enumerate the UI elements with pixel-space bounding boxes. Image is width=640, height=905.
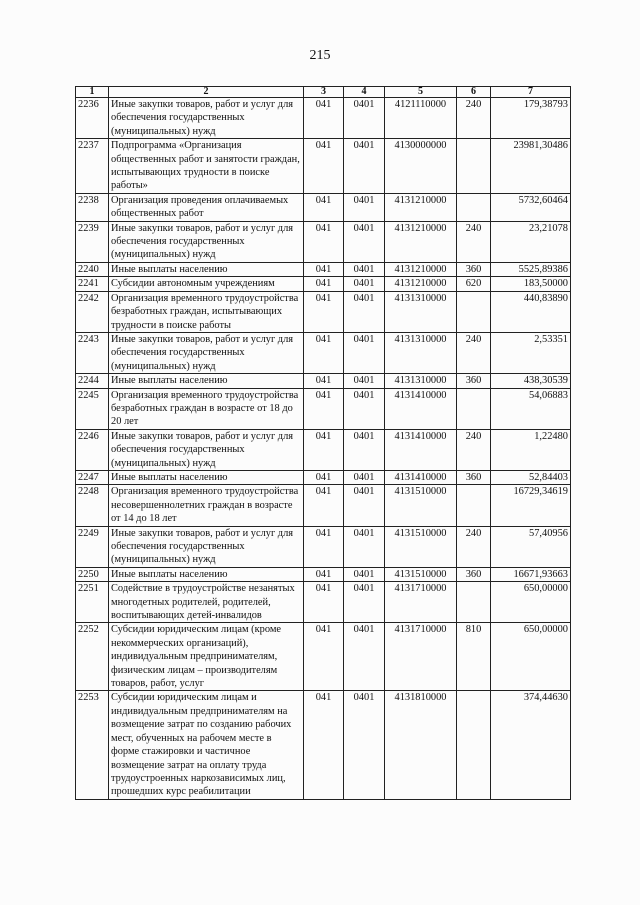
table-row — [76, 221, 571, 262]
table-row — [76, 98, 571, 139]
row-number: 2236 — [76, 98, 109, 139]
row-section-code: 0401 — [344, 582, 385, 623]
row-section-code: 0401 — [344, 470, 385, 484]
row-group-code: 041 — [304, 567, 344, 581]
table-row — [76, 374, 571, 388]
row-target-code: 4131410000 — [385, 429, 457, 470]
row-amount: 23981,30486 — [491, 139, 571, 194]
row-expense-type — [457, 691, 491, 799]
row-section-code: 0401 — [344, 485, 385, 526]
row-name: Содействие в трудоустройстве незанятых многодетных родителей, родителей, воспитывающих детей-инвалидов — [109, 582, 304, 623]
row-group-code: 041 — [304, 582, 344, 623]
row-number: 2248 — [76, 485, 109, 526]
row-section-code: 0401 — [344, 193, 385, 221]
budget-table — [75, 86, 571, 800]
row-amount: 5732,60464 — [491, 193, 571, 221]
row-group-code: 041 — [304, 221, 344, 262]
row-target-code: 4131710000 — [385, 623, 457, 691]
row-target-code: 4131510000 — [385, 526, 457, 567]
row-name: Организация временного трудоустройства безработных граждан в возрасте от 18 до 20 лет — [109, 388, 304, 429]
row-target-code: 4131210000 — [385, 262, 457, 276]
row-section-code: 0401 — [344, 526, 385, 567]
column-header: 2 — [109, 87, 304, 98]
row-name: Подпрограмма «Организация общественных работ и занятости граждан, испытывающих трудности в поиске работы» — [109, 139, 304, 194]
row-expense-type: 240 — [457, 526, 491, 567]
row-amount: 650,00000 — [491, 582, 571, 623]
row-number: 2252 — [76, 623, 109, 691]
table-row — [76, 388, 571, 429]
row-target-code: 4131510000 — [385, 567, 457, 581]
row-expense-type: 360 — [457, 567, 491, 581]
row-target-code: 4130000000 — [385, 139, 457, 194]
row-amount: 440,83890 — [491, 291, 571, 332]
row-group-code: 041 — [304, 623, 344, 691]
table-body — [76, 98, 571, 800]
row-expense-type: 240 — [457, 98, 491, 139]
row-section-code: 0401 — [344, 98, 385, 139]
row-expense-type: 360 — [457, 470, 491, 484]
table-row — [76, 193, 571, 221]
row-amount: 179,38793 — [491, 98, 571, 139]
row-section-code: 0401 — [344, 221, 385, 262]
row-group-code: 041 — [304, 98, 344, 139]
row-target-code: 4131210000 — [385, 193, 457, 221]
row-name: Организация временного трудоустройства безработных граждан, испытывающих трудности в поиске работы — [109, 291, 304, 332]
column-header: 3 — [304, 87, 344, 98]
row-name: Субсидии юридическим лицам (кроме некоммерческих организаций), индивидуальным предпринимателям, физическим лицам – производителям товаров, работ, услуг — [109, 623, 304, 691]
row-amount: 1,22480 — [491, 429, 571, 470]
row-number: 2240 — [76, 262, 109, 276]
row-section-code: 0401 — [344, 567, 385, 581]
row-group-code: 041 — [304, 470, 344, 484]
row-name: Иные закупки товаров, работ и услуг для обеспечения государственных (муниципальных) нужд — [109, 429, 304, 470]
row-name: Иные выплаты населению — [109, 374, 304, 388]
column-header: 6 — [457, 87, 491, 98]
row-name: Субсидии юридическим лицам и индивидуальным предпринимателям на возмещение затрат по созданию рабочих мест, обученных на рабочем месте в форме стажировки и частичное возмещение затрат на оплату труда трудоустроенных наркозависимых лиц, прошедших курс реабилитации — [109, 691, 304, 799]
row-group-code: 041 — [304, 429, 344, 470]
row-amount: 52,84403 — [491, 470, 571, 484]
row-amount: 650,00000 — [491, 623, 571, 691]
row-target-code: 4131810000 — [385, 691, 457, 799]
row-group-code: 041 — [304, 374, 344, 388]
row-target-code: 4131510000 — [385, 485, 457, 526]
row-amount: 183,50000 — [491, 277, 571, 291]
row-name: Иные выплаты населению — [109, 262, 304, 276]
row-target-code: 4131310000 — [385, 332, 457, 373]
row-section-code: 0401 — [344, 139, 385, 194]
row-expense-type: 240 — [457, 429, 491, 470]
row-group-code: 041 — [304, 262, 344, 276]
row-amount: 16671,93663 — [491, 567, 571, 581]
row-name: Иные закупки товаров, работ и услуг для обеспечения государственных (муниципальных) нужд — [109, 221, 304, 262]
table-row — [76, 277, 571, 291]
row-amount: 438,30539 — [491, 374, 571, 388]
row-name: Иные закупки товаров, работ и услуг для обеспечения государственных (муниципальных) нужд — [109, 98, 304, 139]
row-number: 2243 — [76, 332, 109, 373]
row-group-code: 041 — [304, 277, 344, 291]
row-expense-type — [457, 291, 491, 332]
row-expense-type: 240 — [457, 332, 491, 373]
row-number: 2247 — [76, 470, 109, 484]
row-target-code: 4131710000 — [385, 582, 457, 623]
row-group-code: 041 — [304, 332, 344, 373]
row-name: Иные закупки товаров, работ и услуг для обеспечения государственных (муниципальных) нужд — [109, 332, 304, 373]
row-expense-type: 620 — [457, 277, 491, 291]
row-amount: 57,40956 — [491, 526, 571, 567]
row-amount: 374,44630 — [491, 691, 571, 799]
row-target-code: 4131410000 — [385, 470, 457, 484]
row-group-code: 041 — [304, 526, 344, 567]
column-header-row — [76, 87, 571, 98]
row-number: 2237 — [76, 139, 109, 194]
row-amount: 23,21078 — [491, 221, 571, 262]
row-amount: 54,06883 — [491, 388, 571, 429]
column-header: 5 — [385, 87, 457, 98]
table-row — [76, 332, 571, 373]
table-row — [76, 582, 571, 623]
table-row — [76, 526, 571, 567]
table-row — [76, 429, 571, 470]
row-section-code: 0401 — [344, 623, 385, 691]
table-row — [76, 139, 571, 194]
row-number: 2242 — [76, 291, 109, 332]
row-target-code: 4131310000 — [385, 374, 457, 388]
row-name: Иные закупки товаров, работ и услуг для обеспечения государственных (муниципальных) нужд — [109, 526, 304, 567]
row-number: 2244 — [76, 374, 109, 388]
row-amount: 16729,34619 — [491, 485, 571, 526]
row-group-code: 041 — [304, 193, 344, 221]
row-section-code: 0401 — [344, 291, 385, 332]
row-number: 2238 — [76, 193, 109, 221]
page-number: 215 — [309, 48, 331, 63]
row-number: 2251 — [76, 582, 109, 623]
column-header: 4 — [344, 87, 385, 98]
row-section-code: 0401 — [344, 691, 385, 799]
column-header: 1 — [76, 87, 109, 98]
row-target-code: 4131210000 — [385, 221, 457, 262]
row-name: Иные выплаты населению — [109, 470, 304, 484]
row-number: 2245 — [76, 388, 109, 429]
row-group-code: 041 — [304, 291, 344, 332]
row-section-code: 0401 — [344, 277, 385, 291]
table-row — [76, 262, 571, 276]
row-expense-type — [457, 485, 491, 526]
row-name: Организация временного трудоустройства несовершеннолетних граждан в возрасте от 14 до 18 лет — [109, 485, 304, 526]
row-amount: 2,53351 — [491, 332, 571, 373]
row-expense-type: 360 — [457, 374, 491, 388]
row-name: Субсидии автономным учреждениям — [109, 277, 304, 291]
row-expense-type — [457, 193, 491, 221]
row-section-code: 0401 — [344, 374, 385, 388]
row-section-code: 0401 — [344, 332, 385, 373]
row-amount: 5525,89386 — [491, 262, 571, 276]
row-name: Иные выплаты населению — [109, 567, 304, 581]
row-target-code: 4121110000 — [385, 98, 457, 139]
row-expense-type — [457, 139, 491, 194]
row-expense-type: 240 — [457, 221, 491, 262]
row-group-code: 041 — [304, 388, 344, 429]
row-expense-type — [457, 582, 491, 623]
row-target-code: 4131210000 — [385, 277, 457, 291]
row-group-code: 041 — [304, 691, 344, 799]
row-group-code: 041 — [304, 485, 344, 526]
row-expense-type — [457, 388, 491, 429]
row-expense-type: 810 — [457, 623, 491, 691]
table-row — [76, 567, 571, 581]
row-section-code: 0401 — [344, 262, 385, 276]
row-name: Организация проведения оплачиваемых общественных работ — [109, 193, 304, 221]
table-row — [76, 623, 571, 691]
row-number: 2246 — [76, 429, 109, 470]
row-number: 2253 — [76, 691, 109, 799]
row-number: 2239 — [76, 221, 109, 262]
row-section-code: 0401 — [344, 388, 385, 429]
row-section-code: 0401 — [344, 429, 385, 470]
row-target-code: 4131310000 — [385, 291, 457, 332]
table-row — [76, 691, 571, 799]
row-expense-type: 360 — [457, 262, 491, 276]
row-number: 2250 — [76, 567, 109, 581]
column-header: 7 — [491, 87, 571, 98]
row-number: 2249 — [76, 526, 109, 567]
row-target-code: 4131410000 — [385, 388, 457, 429]
row-number: 2241 — [76, 277, 109, 291]
table-row — [76, 485, 571, 526]
row-group-code: 041 — [304, 139, 344, 194]
table-row — [76, 291, 571, 332]
table-row — [76, 470, 571, 484]
